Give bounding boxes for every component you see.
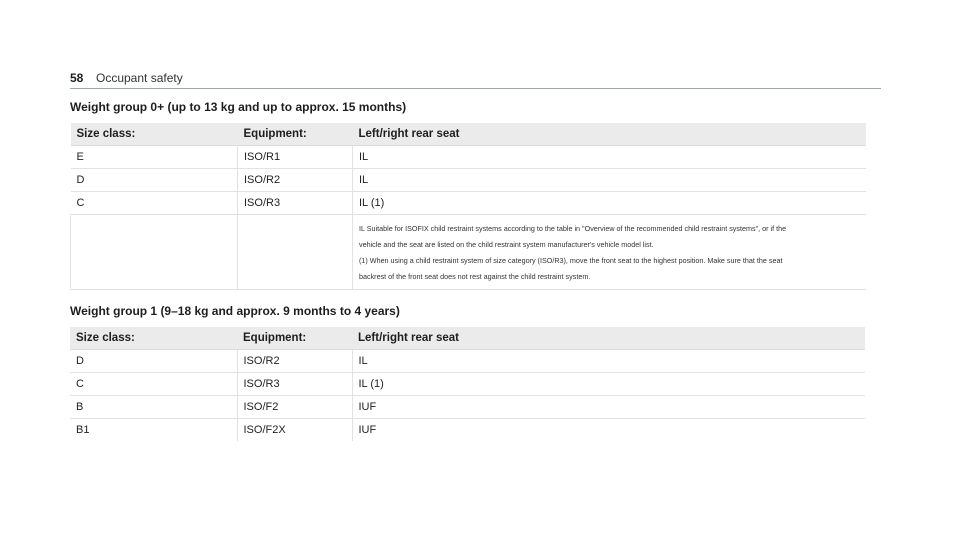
table-row bbox=[71, 146, 866, 169]
cell-seat: IUF bbox=[352, 396, 865, 419]
table-header-row bbox=[70, 327, 865, 350]
weight-group-0-table bbox=[70, 123, 866, 290]
table-row bbox=[70, 419, 865, 442]
table-note-row bbox=[71, 215, 866, 290]
cell-equipment: ISO/R1 bbox=[238, 146, 353, 169]
cell-seat: IL (1) bbox=[353, 192, 866, 215]
weight-group-0-title: Weight group 0+ (up to 13 kg and up to approx. 15 months) bbox=[70, 100, 407, 114]
weight-group-1-title: Weight group 1 (9–18 kg and approx. 9 months to 4 years) bbox=[70, 304, 400, 318]
column-header-seat: Left/right rear seat bbox=[353, 123, 866, 146]
footnote-line: IL Suitable for ISOFIX child restraint systems according to the table in "Overview of the recommended child restraint systems", or if the bbox=[359, 224, 787, 233]
column-header-size-class: Size class: bbox=[70, 327, 237, 350]
cell-size-class: C bbox=[71, 192, 238, 215]
header-divider bbox=[70, 88, 881, 89]
table-row bbox=[71, 192, 866, 215]
empty-cell bbox=[71, 215, 238, 290]
column-header-equipment: Equipment: bbox=[238, 123, 353, 146]
cell-size-class: C bbox=[70, 373, 237, 396]
footnote-line: vehicle and the seat are listed on the child restraint system manufacturer's vehicle model list. bbox=[359, 240, 654, 249]
table-footnote bbox=[353, 215, 866, 290]
table-header-row bbox=[71, 123, 866, 146]
column-header-seat: Left/right rear seat bbox=[352, 327, 865, 350]
column-header-equipment: Equipment: bbox=[237, 327, 352, 350]
cell-size-class: B1 bbox=[76, 424, 90, 436]
column-header-size-class: Size class: bbox=[71, 123, 238, 146]
cell-size-class: D bbox=[71, 169, 238, 192]
page-number: 58 bbox=[70, 71, 84, 85]
table-row bbox=[70, 350, 865, 373]
cell-equipment: ISO/R3 bbox=[237, 373, 352, 396]
cell-size-class: B bbox=[70, 396, 237, 419]
table-row bbox=[71, 169, 866, 192]
section-title: Occupant safety bbox=[96, 71, 183, 85]
cell-seat: IUF bbox=[352, 419, 865, 442]
cell-seat: IL bbox=[353, 169, 866, 192]
table-row bbox=[70, 396, 865, 419]
cell-equipment: ISO/F2X bbox=[237, 419, 352, 442]
cell-size-class: D bbox=[70, 350, 237, 373]
cell-equipment: ISO/R2 bbox=[238, 169, 353, 192]
cell-seat: IL bbox=[353, 146, 866, 169]
cell-seat: IL (1) bbox=[352, 373, 865, 396]
table-row bbox=[70, 373, 865, 396]
cell-size-class: E bbox=[71, 146, 238, 169]
footnote-line: backrest of the front seat does not rest against the child restraint system. bbox=[359, 272, 591, 281]
cell-equipment: ISO/R2 bbox=[237, 350, 352, 373]
cell-equipment: ISO/R3 bbox=[238, 192, 353, 215]
empty-cell bbox=[238, 215, 353, 290]
cell-seat: IL bbox=[352, 350, 865, 373]
page-header bbox=[70, 71, 183, 85]
footnote-line: (1) When using a child restraint system of size category (ISO/R3), move the front seat to the highest position. Make sure that the seat bbox=[359, 256, 783, 265]
weight-group-1-table bbox=[70, 327, 865, 441]
cell-equipment: ISO/F2 bbox=[237, 396, 352, 419]
